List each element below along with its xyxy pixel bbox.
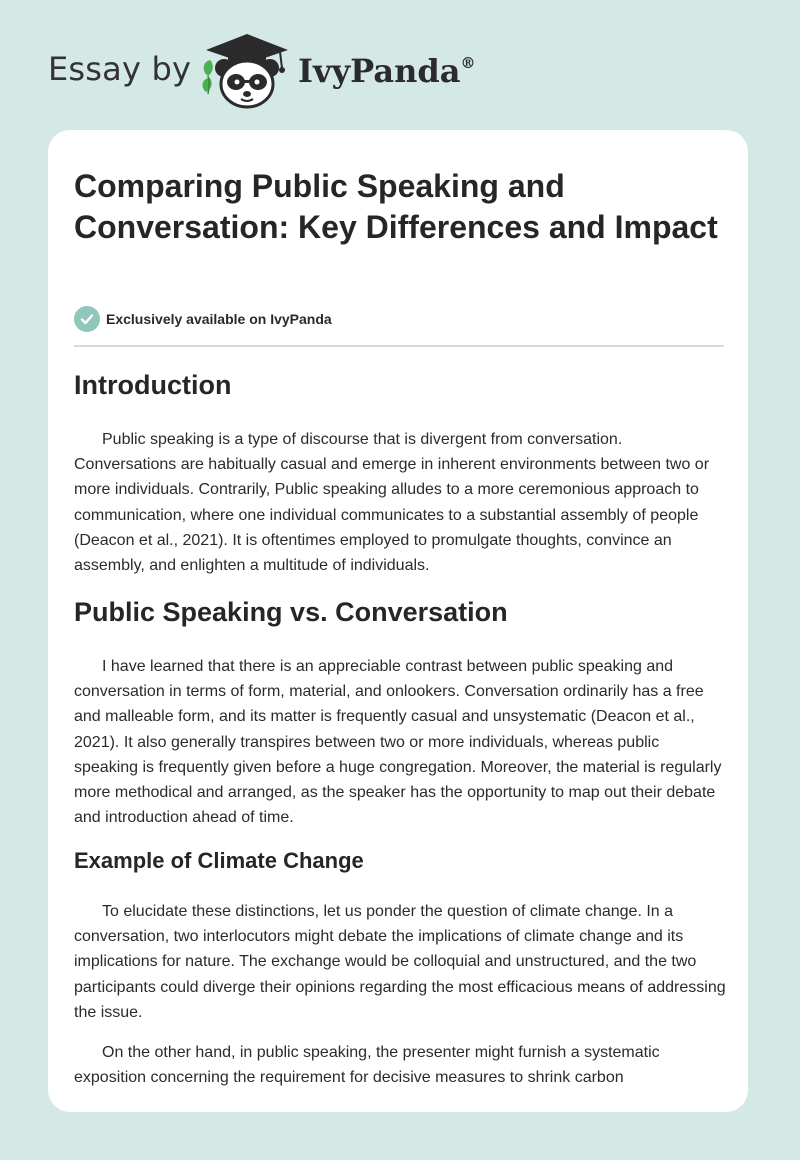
essay-card <box>48 130 748 1112</box>
paragraph-public-speaking-vs-conversation: I have learned that there is an appreciable contrast between public speaking and conversation in terms of form, material, and onlookers. Conversation ordinarily has a free and malleable form, and its matter is frequently casual and unsystematic (Deacon et al., 2021). It also generally transpires between two or more individuals, whereas public speaking is frequently given before a huge congregation. Moreover, the material is regularly more methodical and arranged, as the speaker has the opportunity to map out their debate and introduction ahead of time. <box>74 658 722 827</box>
brand-name[interactable]: IvyPanda® <box>298 52 476 90</box>
panda-graduation-cap-icon[interactable] <box>200 32 294 110</box>
section-heading-public-speaking-vs-conversation: Public Speaking vs. Conversation <box>74 597 508 627</box>
exclusive-badge-label: Exclusively available on IvyPanda <box>106 311 332 327</box>
paragraph-climate-change-2: On the other hand, in public speaking, the presenter might furnish a systematic exposition concerning the requirement for decisive measures to shrink carbon <box>74 1044 660 1087</box>
section-heading-climate-change: Example of Climate Change <box>74 848 364 873</box>
ivy-leaf-icon <box>203 60 213 94</box>
registered-mark: ® <box>460 54 476 72</box>
essay-by-label: Essay by <box>48 50 192 88</box>
section-heading-introduction: Introduction <box>74 370 232 400</box>
divider <box>74 345 724 347</box>
paragraph-introduction: Public speaking is a type of discourse that is divergent from conversation. Conversations are habitually casual and emerge in inherent environments between two or more individuals. Contrarily, Public speaking alludes to a more ceremonious approach to communication, where one individual communicates to a substantial assembly of people (Deacon et al., 2021). It is oftentimes employed to promulgate thoughts, convince an assembly, and enlighten a multitude of individuals. <box>74 431 710 575</box>
paragraph-climate-change-1: To elucidate these distinctions, let us ponder the question of climate change. In a conversation, two interlocutors might debate the implications of climate change and its implications for nature. The exchange would be colloquial and unstructured, and the two participants could diverge their opinions regarding the most efficacious means of addressing the issue. <box>74 903 726 1021</box>
exclusive-badge <box>74 306 332 332</box>
check-circle-icon <box>74 306 100 332</box>
site-header <box>0 0 800 130</box>
essay-title: Comparing Public Speaking and Conversation: Key Differences and Impact <box>74 168 718 245</box>
